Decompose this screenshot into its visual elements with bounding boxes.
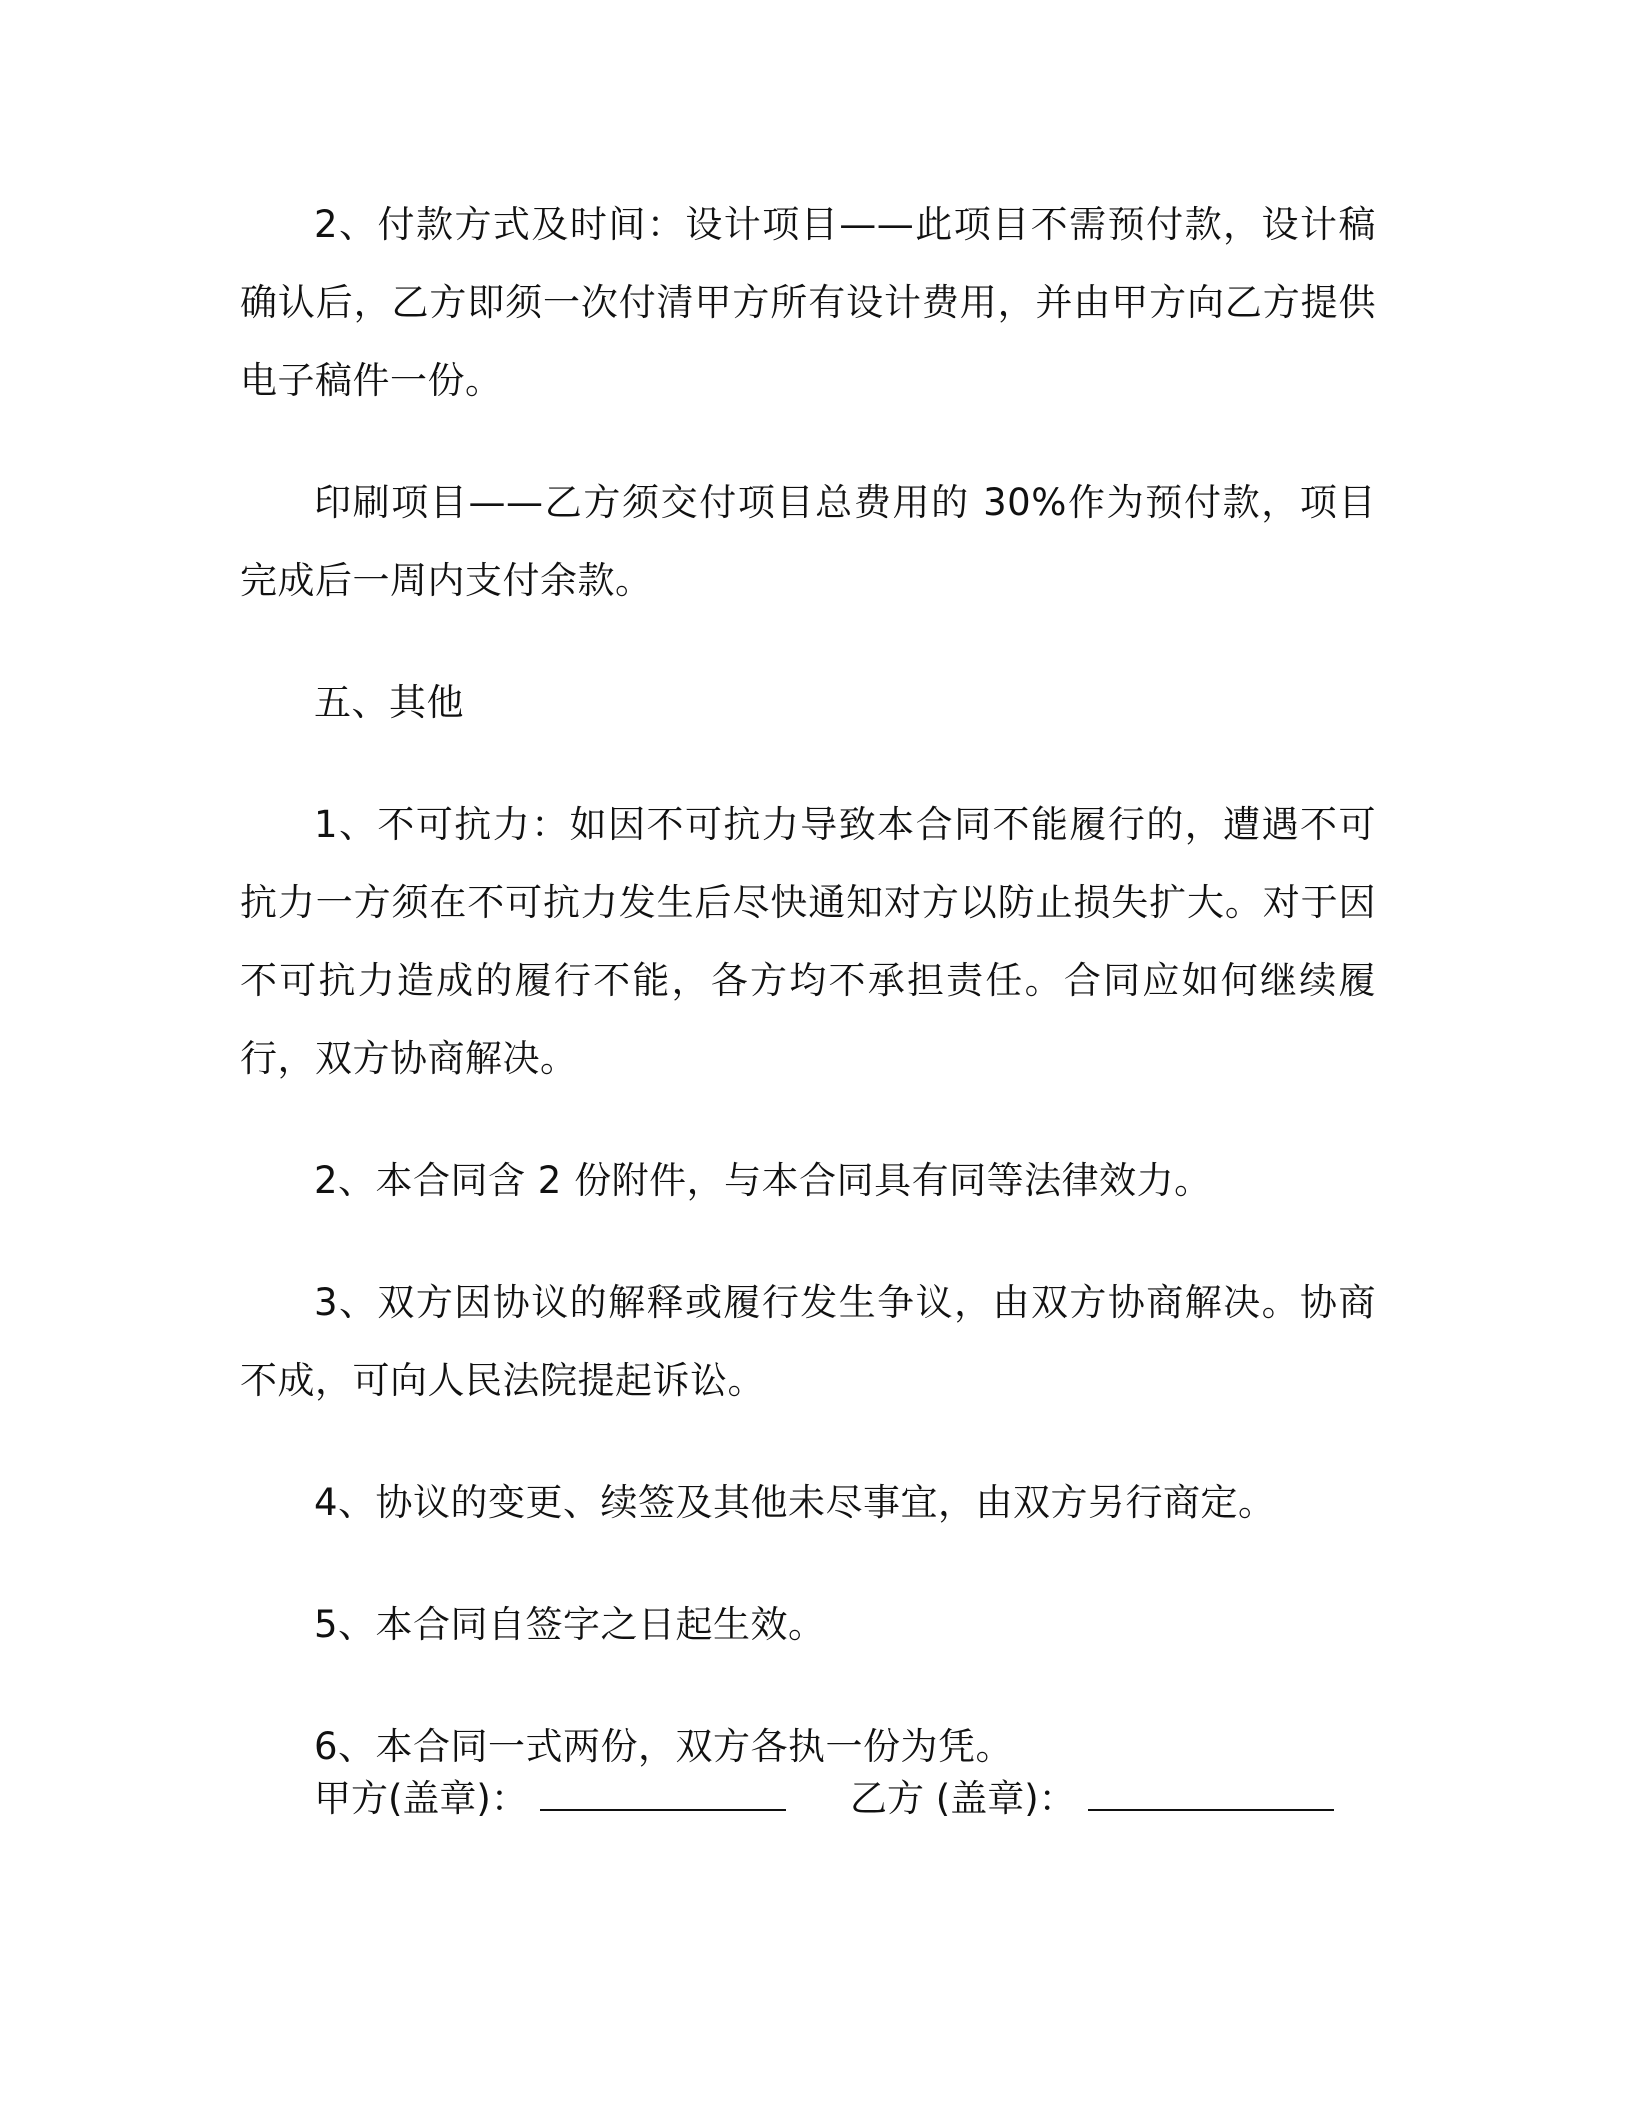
payment-printing-paragraph: 印刷项目——乙方须交付项目总费用的 30%作为预付款，项目完成后一周内支付余款。 [240,481,1376,602]
clause-disputes: 3、双方因协议的解释或履行发生争议，由双方协商解决。协商不成，可向人民法院提起诉讼。 [240,1281,1376,1402]
clause-effective-date: 5、本合同自签字之日起生效。 [314,1603,826,1646]
clause-force-majeure: 1、不可抗力：如因不可抗力导致本合同不能履行的，遭遇不可抗力一方须在不可抗力发生后尽快通知对方以防止损失扩大。对于因不可抗力造成的履行不能，各方均不承担责任。合同应如何继续履行，双方协商解决。 [240,803,1376,1080]
clause-attachments: 2、本合同含 2 份附件，与本合同具有同等法律效力。 [314,1159,1212,1202]
party-a-label: 甲方(盖章)： [314,1777,528,1820]
party-a-signature-line [540,1763,786,1811]
party-b-label: 乙方 (盖章)： [850,1777,1076,1820]
signature-block [314,1760,1374,1840]
party-b-signature-line [1088,1763,1334,1811]
clause-copies: 6、本合同一式两份，双方各执一份为凭。 [314,1725,1014,1768]
clause-amendments: 4、协议的变更、续签及其他未尽事宜，由双方另行商定。 [314,1481,1276,1524]
document-body [240,186,1376,1830]
party-a-signature [314,1760,786,1838]
section-heading-other: 五、其他 [314,681,464,724]
party-b-signature [850,1760,1334,1838]
payment-design-paragraph: 2、付款方式及时间：设计项目——此项目不需预付款，设计稿确认后，乙方即须一次付清甲方所有设计费用，并由甲方向乙方提供电子稿件一份。 [240,203,1376,402]
